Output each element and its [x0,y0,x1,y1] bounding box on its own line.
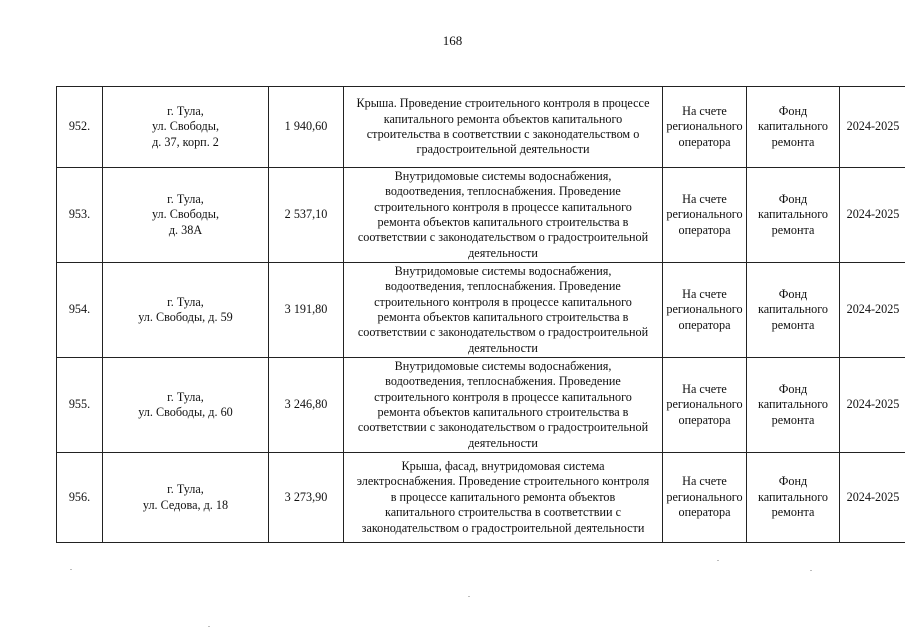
table-row [57,453,905,543]
scan-speck [717,560,719,561]
address-cell: г. Тула, ул. Свободы, д. 38А [103,168,269,263]
row-number: 956. [57,453,103,543]
work-type-cell: Крыша, фасад, внутридомовая система электроснабжения. Проведение строительного контроля в процессе капитального ремонта объектов капитального строительства в соответствии с законодательством о градостроительной деятельности [344,453,663,543]
account-cell: На счете регионального оператора [663,263,747,358]
table-row [57,358,905,453]
table-row [57,263,905,358]
work-type-cell: Крыша. Проведение строительного контроля в процессе капитального ремонта объектов капитального строительства в соответствии с законодательством о градостроительной деятельности [344,87,663,168]
fund-cell: Фонд капитального ремонта [747,87,840,168]
work-type-cell: Внутридомовые системы водоснабжения, водоотведения, теплоснабжения. Проведение строительного контроля в процессе капитального ремонта объектов капитального строительства в соответствии с законодательством о градостроительной деятельности [344,358,663,453]
period-cell: 2024-2025 [840,263,905,358]
address-cell: г. Тула, ул. Свободы, д. 37, корп. 2 [103,87,269,168]
account-cell: На счете регионального оператора [663,168,747,263]
work-type-cell: Внутридомовые системы водоснабжения, водоотведения, теплоснабжения. Проведение строительного контроля в процессе капитального ремонта объектов капитального строительства в соответствии с законодательством о градостроительной деятельности [344,168,663,263]
period-cell: 2024-2025 [840,168,905,263]
account-cell: На счете регионального оператора [663,87,747,168]
fund-cell: Фонд капитального ремонта [747,453,840,543]
cost-cell: 2 537,10 [269,168,344,263]
row-number: 954. [57,263,103,358]
page-number: 168 [442,33,463,48]
period-cell: 2024-2025 [840,358,905,453]
cost-cell: 1 940,60 [269,87,344,168]
address-cell: г. Тула, ул. Свободы, д. 60 [103,358,269,453]
cost-cell: 3 191,80 [269,263,344,358]
fund-cell: Фонд капитального ремонта [747,263,840,358]
account-cell: На счете регионального оператора [663,453,747,543]
row-number: 952. [57,87,103,168]
scan-speck [70,569,72,570]
table-row [57,87,905,168]
fund-cell: Фонд капитального ремонта [747,358,840,453]
work-type-cell: Внутридомовые системы водоснабжения, водоотведения, теплоснабжения. Проведение строительного контроля в процессе капитального ремонта объектов капитального строительства в соответствии с законодательством о градостроительной деятельности [344,263,663,358]
period-cell: 2024-2025 [840,87,905,168]
address-cell: г. Тула, ул. Седова, д. 18 [103,453,269,543]
address-cell: г. Тула, ул. Свободы, д. 59 [103,263,269,358]
scan-speck [468,596,470,597]
account-cell: На счете регионального оператора [663,358,747,453]
row-number: 955. [57,358,103,453]
table-row [57,168,905,263]
fund-cell: Фонд капитального ремонта [747,168,840,263]
cost-cell: 3 246,80 [269,358,344,453]
scan-speck [208,626,210,627]
period-cell: 2024-2025 [840,453,905,543]
row-number: 953. [57,168,103,263]
capital-repair-table [56,86,905,543]
cost-cell: 3 273,90 [269,453,344,543]
scan-speck [810,570,812,571]
